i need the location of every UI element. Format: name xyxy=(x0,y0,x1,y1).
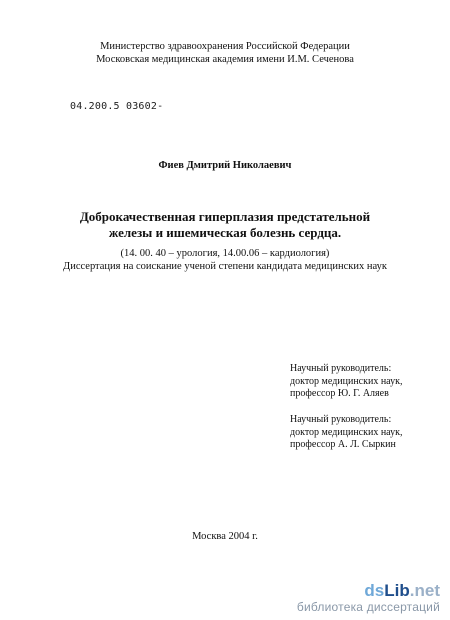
logo-ds: ds xyxy=(364,581,385,600)
title-line-2: железы и ишемическая болезнь сердца. xyxy=(108,225,342,240)
specialty-info xyxy=(0,247,450,273)
dslib-watermark xyxy=(297,582,440,614)
city-year: Москва 2004 г. xyxy=(192,531,258,542)
supervisor-degree: доктор медицинских наук, xyxy=(290,375,403,387)
ministry-header xyxy=(0,40,450,66)
supervisor-name: профессор Ю. Г. Аляев xyxy=(290,388,389,399)
title-line-1: Доброкачественная гиперплазия предстательной xyxy=(79,209,371,224)
ministry-name: Министерство здравоохранения Российской Федерации xyxy=(100,41,350,52)
academy-name: Московская медицинская академия имени И.М. Сеченова xyxy=(96,54,354,65)
supervisor-name: профессор А. Л. Сыркин xyxy=(290,439,396,450)
logo-net: .net xyxy=(409,581,440,600)
supervisor-role: Научный руководитель: xyxy=(290,363,392,374)
specialty-codes: (14. 00. 40 – урология, 14.00.06 – кардиология) xyxy=(120,248,330,259)
logo-lib: Lib xyxy=(384,581,410,600)
supervisor-block-2 xyxy=(290,414,402,452)
watermark-subtitle: библиотека диссертаций xyxy=(296,600,440,614)
dslib-logo xyxy=(297,582,440,600)
registration-stamp: 04.200.5 03602- xyxy=(70,101,164,112)
degree-statement: Диссертация на соискание ученой степени кандидата медицинских наук xyxy=(63,261,387,272)
supervisor-block-1 xyxy=(290,363,402,401)
author-name: Фиев Дмитрий Николаевич xyxy=(158,160,292,171)
dissertation-title xyxy=(0,209,450,241)
supervisor-degree: доктор медицинских наук, xyxy=(290,426,403,438)
supervisor-role: Научный руководитель: xyxy=(290,414,392,425)
